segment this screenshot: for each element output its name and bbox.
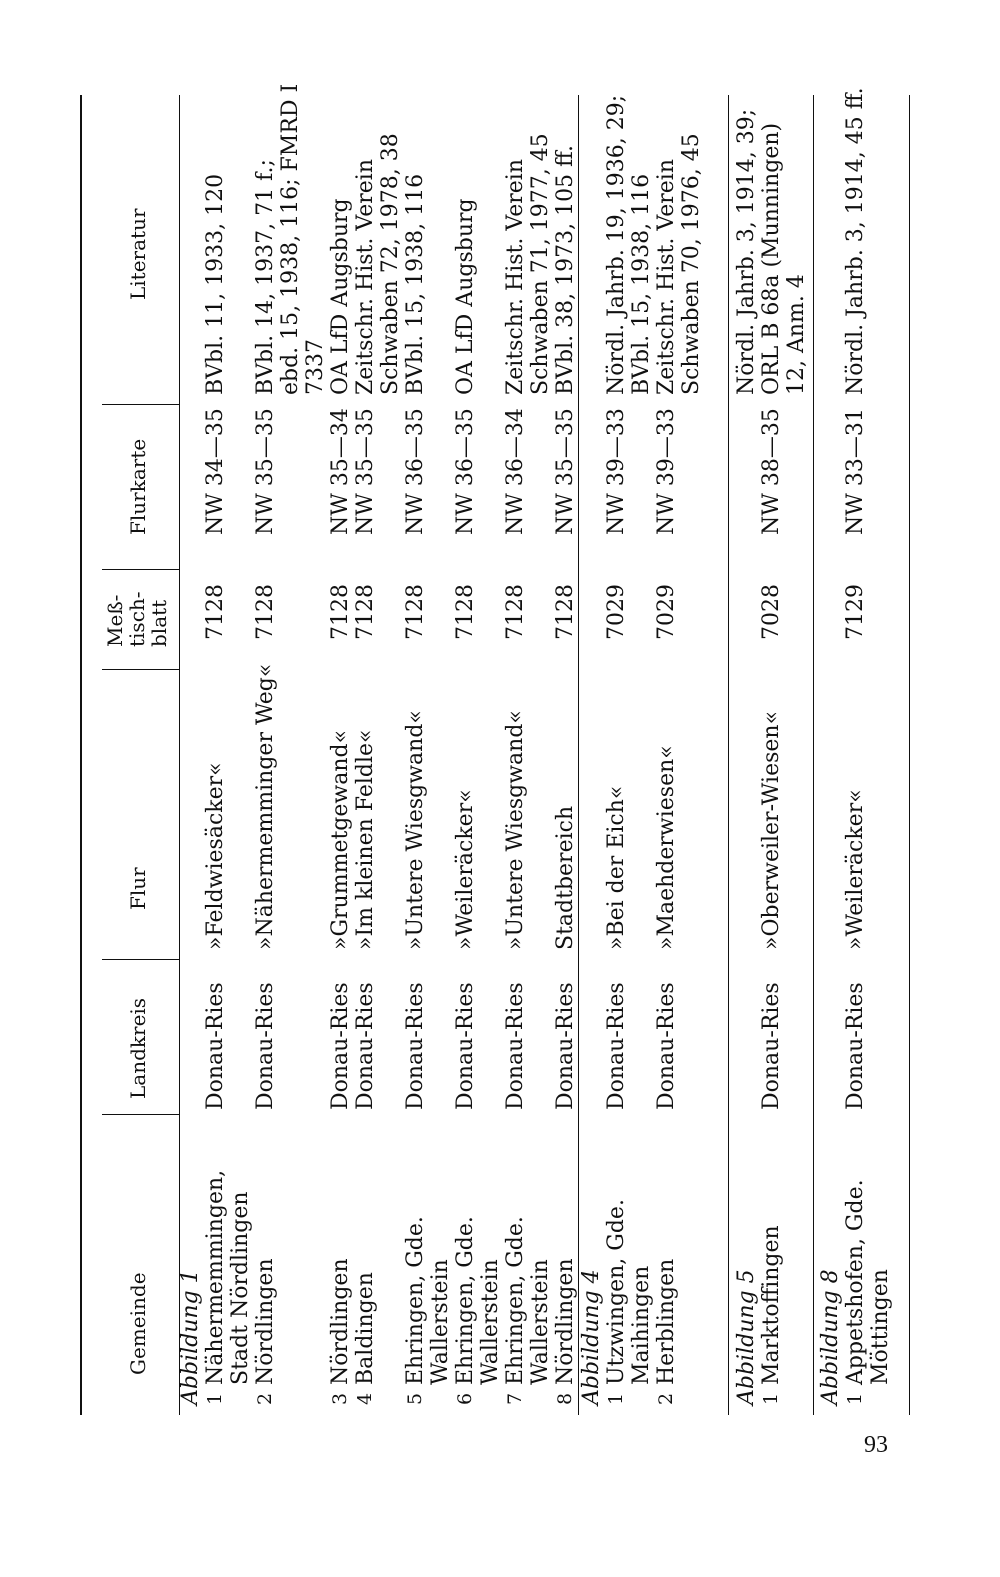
cell-flurkarte: NW 33—31 — [843, 408, 868, 535]
header-rule — [179, 95, 180, 1415]
cell-flur: »Weileräcker« — [843, 789, 868, 950]
row-number: 1 — [844, 1392, 866, 1405]
cell-landkreis: Donau-Ries — [328, 982, 353, 1110]
cell-flur: »Untere Wiesgwand« — [503, 710, 528, 950]
cell-literatur: Zeitschr. Hist. Verein Schwaben 71, 1977, 45 — [503, 133, 553, 395]
header-landkreis: Landkreis — [126, 997, 150, 1099]
cell-landkreis: Donau-Ries — [253, 982, 278, 1110]
section-rule — [728, 95, 729, 1415]
rotated-table — [80, 83, 910, 1415]
row-number: 8 — [554, 1392, 576, 1405]
cell-gemeinde: Ehringen, Gde. Wallerstein — [403, 1216, 453, 1385]
header-literatur: Literatur — [126, 208, 150, 300]
cell-gemeinde: Nähermemmingen, Stadt Nördlingen — [203, 1169, 253, 1385]
cell-flur: »Weileräcker« — [453, 789, 478, 950]
cell-flurkarte: NW 35—35 — [253, 408, 278, 535]
cell-gemeinde: Ehringen, Gde. Wallerstein — [503, 1216, 553, 1385]
cell-gemeinde: Nördlingen — [553, 1258, 578, 1385]
cell-gemeinde: Ehringen, Gde. Wallerstein — [453, 1216, 503, 1385]
cell-flur: »Untere Wiesgwand« — [403, 710, 428, 950]
section-title: Abbildung 5 — [734, 1269, 759, 1405]
cell-blatt: 7029 — [654, 584, 679, 640]
cell-literatur: Nördl. Jahrb. 19, 1936, 29; BVbl. 15, 1938, 116 — [604, 94, 654, 395]
cell-blatt: 7029 — [604, 584, 629, 640]
cell-landkreis: Donau-Ries — [403, 982, 428, 1110]
header-divider — [102, 404, 179, 405]
cell-gemeinde: Herblingen — [654, 1258, 679, 1385]
cell-literatur: Zeitschr. Hist. Verein Schwaben 72, 1978, 38 — [353, 133, 403, 395]
cell-blatt: 7128 — [203, 584, 228, 640]
cell-blatt: 7128 — [553, 584, 578, 640]
cell-landkreis: Donau-Ries — [353, 982, 378, 1110]
header-divider — [102, 669, 179, 670]
cell-flur: »Oberweiler-Wiesen« — [759, 710, 784, 950]
bottom-rule — [909, 95, 910, 1415]
top-rule — [80, 95, 82, 1415]
cell-literatur: BVbl. 11, 1933, 120 — [203, 173, 228, 395]
cell-landkreis: Donau-Ries — [654, 982, 679, 1110]
section-rule — [578, 95, 579, 1415]
cell-flurkarte: NW 35—34 — [328, 408, 353, 535]
cell-literatur: BVbl. 14, 1937, 71 f.; ebd. 15, 1938, 116; FMRD I 7337 — [253, 83, 328, 395]
cell-gemeinde: Marktoffingen — [759, 1225, 784, 1385]
cell-flur: »Bei der Eich« — [604, 785, 629, 950]
section-title: Abbildung 1 — [178, 1269, 203, 1405]
cell-flurkarte: NW 39—33 — [604, 408, 629, 535]
cell-flurkarte: NW 39—33 — [654, 408, 679, 535]
cell-flurkarte: NW 36—35 — [453, 408, 478, 535]
cell-blatt: 7128 — [328, 584, 353, 640]
cell-blatt: 7128 — [353, 584, 378, 640]
cell-flur: »Im kleinen Feldle« — [353, 729, 378, 950]
section-title: Abbildung 4 — [579, 1269, 604, 1405]
cell-literatur: OA LfD Augsburg — [453, 198, 478, 395]
header-divider — [102, 959, 179, 960]
cell-literatur: BVbl. 15, 1938, 116 — [403, 173, 428, 395]
cell-flur: »Grummetgewand« — [328, 729, 353, 950]
row-number: 5 — [404, 1392, 426, 1405]
header-messtischblatt: Meß- tisch- blatt — [103, 591, 171, 647]
cell-flur: »Nähermemminger Weg« — [253, 663, 278, 950]
cell-blatt: 7128 — [503, 584, 528, 640]
row-number: 6 — [454, 1392, 476, 1405]
cell-flurkarte: NW 36—35 — [403, 408, 428, 535]
cell-gemeinde: Baldingen — [353, 1272, 378, 1385]
cell-landkreis: Donau-Ries — [843, 982, 868, 1110]
cell-landkreis: Donau-Ries — [553, 982, 578, 1110]
header-flurkarte: Flurkarte — [126, 438, 150, 535]
cell-literatur: BVbl. 38, 1973, 105 ff. — [553, 145, 578, 395]
cell-gemeinde: Utzwingen, Gde. Maihingen — [604, 1199, 654, 1385]
cell-flur: »Maehderwiesen« — [654, 745, 679, 950]
cell-blatt: 7028 — [759, 584, 784, 640]
row-number: 2 — [254, 1392, 276, 1405]
cell-landkreis: Donau-Ries — [453, 982, 478, 1110]
section-rule — [813, 95, 814, 1415]
cell-flur: Stadtbereich — [553, 805, 578, 950]
cell-literatur: OA LfD Augsburg — [328, 198, 353, 395]
row-number: 1 — [204, 1392, 226, 1405]
cell-flurkarte: NW 34—35 — [203, 408, 228, 535]
cell-literatur: Nördl. Jahrb. 3, 1914, 45 ff. — [843, 87, 868, 395]
header-divider — [102, 569, 179, 570]
row-number: 4 — [354, 1392, 376, 1405]
cell-gemeinde: Nördlingen — [253, 1258, 278, 1385]
cell-flurkarte: NW 35—35 — [553, 408, 578, 535]
cell-landkreis: Donau-Ries — [604, 982, 629, 1110]
cell-landkreis: Donau-Ries — [203, 982, 228, 1110]
cell-flurkarte: NW 38—35 — [759, 408, 784, 535]
header-divider — [102, 1114, 179, 1115]
cell-flurkarte: NW 35—35 — [353, 408, 378, 535]
cell-gemeinde: Nördlingen — [328, 1258, 353, 1385]
section-title: Abbildung 8 — [818, 1269, 843, 1405]
cell-landkreis: Donau-Ries — [503, 982, 528, 1110]
page-number: 93 — [864, 1432, 888, 1458]
header-gemeinde: Gemeinde — [126, 1272, 150, 1375]
cell-literatur: Nördl. Jahrb. 3, 1914, 39; ORL B 68a (Munningen) 12, Anm. 4 — [734, 108, 809, 395]
cell-flurkarte: NW 36—34 — [503, 408, 528, 535]
cell-landkreis: Donau-Ries — [759, 982, 784, 1110]
row-number: 7 — [504, 1392, 526, 1405]
row-number: 2 — [655, 1392, 677, 1405]
row-number: 3 — [329, 1392, 351, 1405]
cell-gemeinde: Appetshofen, Gde. Möttingen — [843, 1179, 893, 1385]
cell-blatt: 7128 — [253, 584, 278, 640]
header-flur: Flur — [126, 867, 150, 910]
cell-blatt: 7128 — [453, 584, 478, 640]
cell-literatur: Zeitschr. Hist. Verein Schwaben 70, 1976, 45 — [654, 133, 704, 395]
cell-flur: »Feldwiesäcker« — [203, 762, 228, 950]
row-number: 1 — [605, 1392, 627, 1405]
cell-blatt: 7128 — [403, 584, 428, 640]
row-number: 1 — [760, 1392, 782, 1405]
cell-blatt: 7129 — [843, 584, 868, 640]
